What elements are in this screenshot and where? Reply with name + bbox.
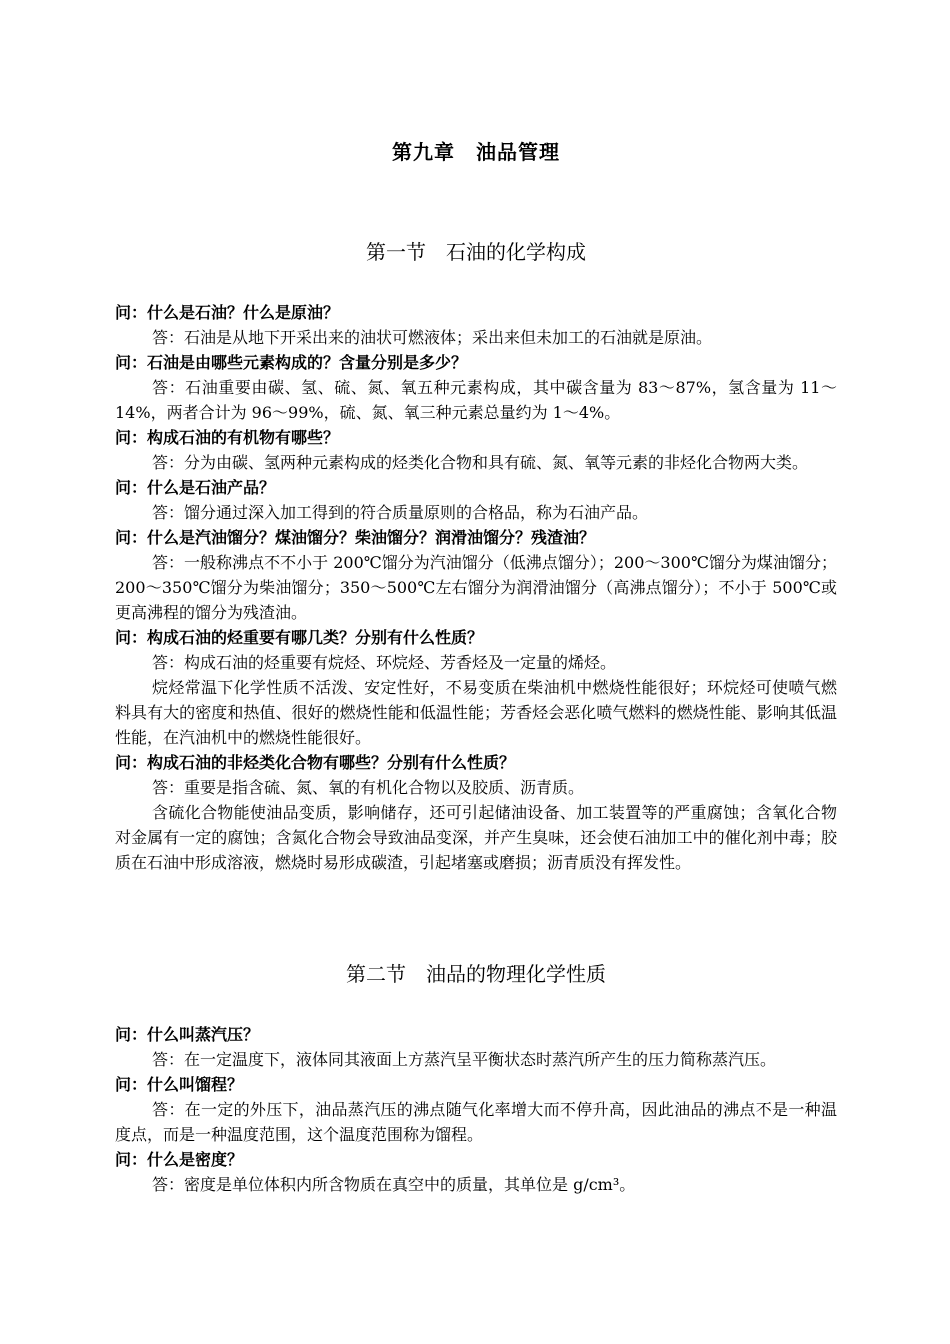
answer: 答：构成石油的烃重要有烷烃、环烷烃、芳香烃及一定量的烯烃。 bbox=[152, 653, 617, 672]
section-title: 第一节 石油的化学构成 bbox=[366, 240, 586, 264]
answer: 答：密度是单位体积内所含物质在真空中的质量，其单位是 g/cm³。 bbox=[152, 1175, 636, 1194]
answer-paragraph: 烷烃常温下化学性质不活泼、安定性好，不易变质在柴油机中燃烧性能很好；环烷烃可使喷气燃料具有大的密度和热值、很好的燃烧性能和低温性能；芳香烃会恶化喷气燃料的燃烧性能、影响其低温性能，在汽油机中的燃烧性能很好。 bbox=[115, 678, 837, 747]
question: 问：构成石油的非烃类化合物有哪些？分别有什么性质？ bbox=[115, 753, 516, 772]
question: 问：石油是由哪些元素构成的？含量分别是多少？ bbox=[115, 353, 468, 372]
answer: 答：在一定的外压下，油品蒸汽压的沸点随气化率增大而不停升高，因此油品的沸点不是一种温度点，而是一种温度范围，这个温度范围称为馏程。 bbox=[115, 1100, 837, 1144]
answer: 答：分为由碳、氢两种元素构成的烃类化合物和具有硫、氮、氧等元素的非烃化合物两大类。 bbox=[152, 453, 809, 472]
answer: 答：在一定温度下，液体同其液面上方蒸汽呈平衡状态时蒸汽所产生的压力简称蒸汽压。 bbox=[152, 1050, 777, 1069]
chapter-title: 第九章 油品管理 bbox=[392, 140, 560, 164]
answer: 答：重要是指含硫、氮、氧的有机化合物以及胶质、沥青质。 bbox=[152, 778, 585, 797]
qa-block bbox=[115, 1022, 837, 1197]
question: 问：什么叫蒸汽压？ bbox=[115, 1025, 260, 1044]
answer: 答：石油是从地下开采出来的油状可燃液体；采出来但未加工的石油就是原油。 bbox=[152, 328, 713, 347]
answer: 答：馏分通过深入加工得到的符合质量原则的合格品，称为石油产品。 bbox=[152, 503, 649, 522]
question: 问：什么叫馏程？ bbox=[115, 1075, 244, 1094]
answer-paragraph: 含硫化合物能使油品变质，影响储存，还可引起储油设备、加工装置等的严重腐蚀；含氧化合物对金属有一定的腐蚀；含氮化合物会导致油品变深，并产生臭味，还会使石油加工中的催化剂中毒；胶质在石油中形成溶液，燃烧时易形成碳渣，引起堵塞或磨损；沥青质没有挥发性。 bbox=[115, 803, 837, 872]
question: 问：构成石油的有机物有哪些？ bbox=[115, 428, 340, 447]
question: 问：什么是石油产品？ bbox=[115, 478, 276, 497]
question: 问：构成石油的烃重要有哪几类？分别有什么性质？ bbox=[115, 628, 484, 647]
question: 问：什么是密度？ bbox=[115, 1150, 244, 1169]
answer: 答：一般称沸点不不小于 200℃馏分为汽油馏分（低沸点馏分）；200～300℃馏分为煤油馏分；200～350℃馏分为柴油馏分；350～500℃左右馏分为润滑油馏分（高沸点馏分）；不小于 500℃或更高沸程的馏分为残渣油。 bbox=[115, 553, 837, 622]
question: 问：什么是汽油馏分？煤油馏分？柴油馏分？润滑油馏分？残渣油？ bbox=[115, 528, 596, 547]
qa-block bbox=[115, 300, 837, 875]
section-title: 第二节 油品的物理化学性质 bbox=[346, 962, 606, 986]
answer: 答：石油重要由碳、氢、硫、氮、氧五种元素构成，其中碳含量为 83～87%，氢含量为 11～14%，两者合计为 96～99%，硫、氮、氧三种元素总量约为 1～4%。 bbox=[115, 378, 837, 422]
question: 问：什么是石油？什么是原油？ bbox=[115, 303, 340, 322]
